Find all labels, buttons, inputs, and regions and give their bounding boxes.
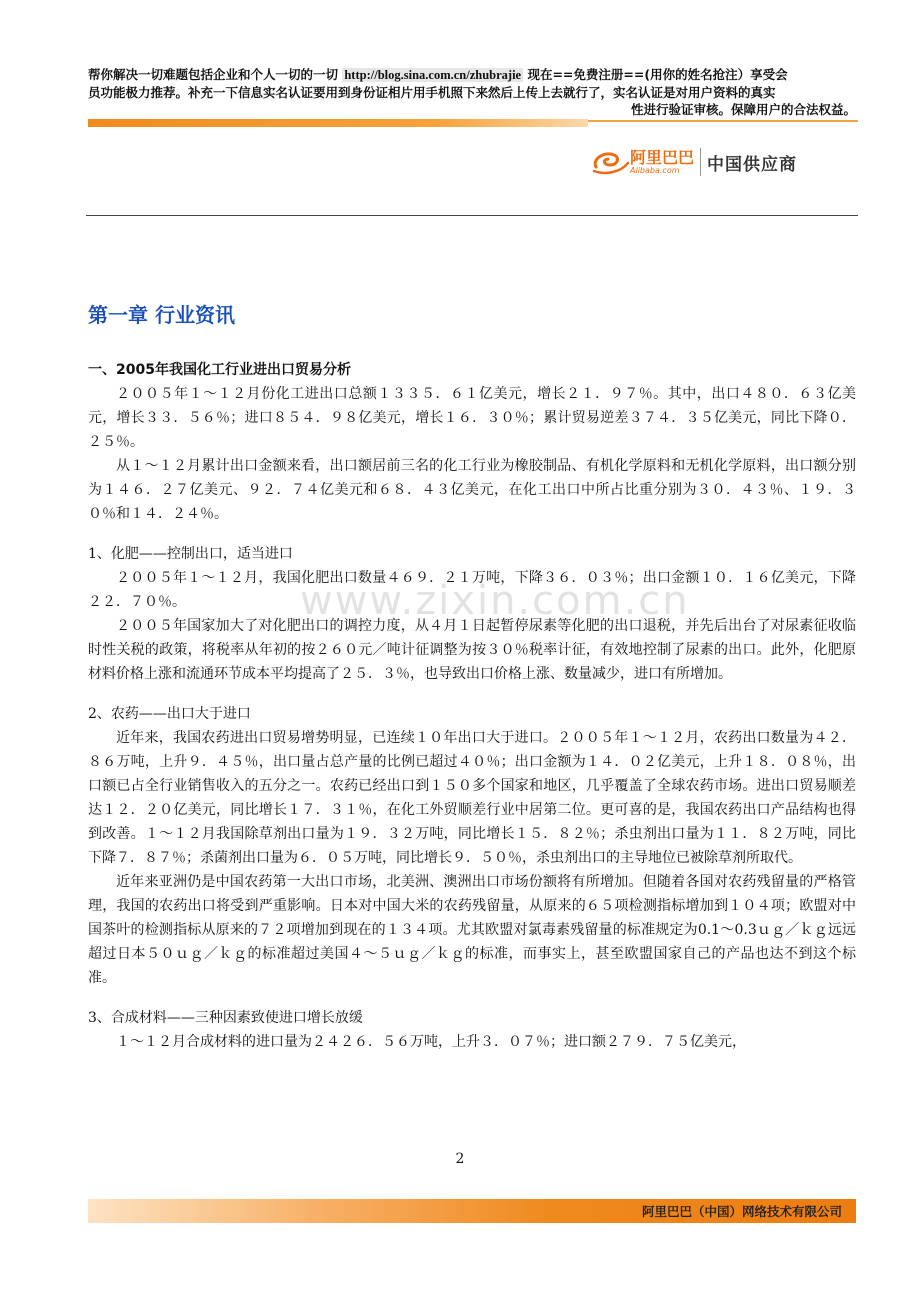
paragraph: 近年来，我国农药进出口贸易增势明显，已连续１０年出口大于进口。２００５年１～１２月，农药出口数量为４２．８６万吨，上升９．４５％，出口量占总产量的比例已超过４０％；出口金额为１４．０２亿美元，上升１８．０８％，出口额已占全行业销售收入的五分之一。农药已经出口到１５０多个国家和地区，几乎覆盖了全球农药市场。进出口贸易顺差达１２．２０亿美元，同比增长１７．３１％，在化工外贸顺差行业中居第二位。更可喜的是，我国农药出口产品结构也得到改善。１～１２月我国除草剂出口量为１９．３２万吨，同比增长１５．８２％；杀虫剂出口量为１１．８２万吨，同比下降７．８７％；杀菌剂出口量为６．０５万吨，同比增长９．５０％，杀虫剂出口的主导地位已被除草剂所取代。 [88,730,856,866]
paragraph: ２００５年１～１２月份化工进出口总额１３３５．６１亿美元，增长２１．９７％。其中，出口４８０．６３亿美元，增长３３．５６％；进口８５４．９８亿美元，增长１６．３０％；累计贸易逆差３７４．３５亿美元，同比下降０．２５％。 [88,386,856,450]
paragraph: ２００５年国家加大了对化肥出口的调控力度，从４月１日起暂停尿素等化肥的出口退税，并先后出台了对尿素征收临时性关税的政策，将税率从年初的按２６０元／吨计征调整为按３０％税率计征，有效地控制了尿素的出口。此外，化肥原材料价格上涨和流通环节成本平均提高了２５．３％，也导致出口价格上涨、数量减少，进口有所增加。 [88,618,856,682]
subsection-title: 2、农药——出口大于进口 [88,706,251,722]
alibaba-wordmark: 阿里巴巴 Alibaba.com [630,147,695,175]
paragraph: １～１２月合成材料的进口量为２４２６．５６万吨，上升３．０７％；进口额２７９．７５亿美元， [116,1034,746,1050]
alibaba-swirl-icon [590,147,630,177]
header-rule [86,215,858,216]
blog-link[interactable]: http://blog.sina.com.cn/zhubrajie [344,68,522,82]
header-orange-bar [88,119,588,127]
paragraph: 近年来亚洲仍是中国农药第一大出口市场，北美洲、澳洲出口市场份额将有所增加。但随着各国对农药残留量的严格管理，我国的农药出口将受到严重影响。日本对中国大米的农药残留量，从原来的６５项检测指标增加到１０４项；欧盟对中国茶叶的检测指标从原来的７２项增加到现在的１３４项。尤其欧盟对氯毒素残留量的标准规定为0.1～0.3ｕｇ／ｋｇ远远超过日本５０ｕｇ／ｋｇ的标准超过美国４～５ｕｇ／ｋｇ的标准，而事实上，甚至欧盟国家自己的产品也达不到这个标准。 [88,874,856,986]
chapter-title: 第一章 行业资讯 [88,303,235,327]
promo-banner [88,66,868,118]
logo-separator [700,148,701,176]
document-body [88,300,856,1054]
banner-line-1: 帮你解决一切难题包括企业和个人一切的一切 http://blog.sina.com.cn/zhubrajie 现在==免费注册==(用你的姓名抢注）享受会 [88,67,788,82]
header-orange-line [588,120,858,122]
footer-bar [88,1199,856,1223]
page-number: 2 [455,1151,465,1167]
subsection-title: 3、合成材料——三种因素致使进口增长放缓 [88,1010,363,1026]
subsection-title: 1、化肥——控制出口，适当进口 [88,546,293,562]
footer-company: 阿里巴巴（中国）网络技术有限公司 [641,1204,842,1219]
china-supplier-text: 中国供应商 [707,154,798,175]
paragraph: 从１～１２月累计出口金额来看，出口额居前三名的化工行业为橡胶制品、有机化学原料和无机化学原料，出口额分别为１４６．２７亿美元、９２．７４亿美元和６８．４３亿美元，在化工出口中所占比重分别为３０．４３％、１９．３０％和１４．２４％。 [88,458,856,522]
watermark: www.zixin.com.cn [300,578,690,624]
alibaba-logo [590,146,797,178]
banner-line-3: 性进行验证审核。保障用户的合法权益。 [630,102,856,117]
section-title: 一、2005年我国化工行业进出口贸易分析 [88,362,351,378]
paragraph: ２００５年１～１２月，我国化肥出口数量４６９．２１万吨，下降３６．０３％；出口金额１０．１６亿美元，下降２２．７０％。 [88,570,856,610]
banner-line-2: 员功能极力推荐。补充一下信息实名认证要用到身份证相片用手机照下来然后上传上去就行了，实名认证是对用户资料的真实 [88,85,776,100]
